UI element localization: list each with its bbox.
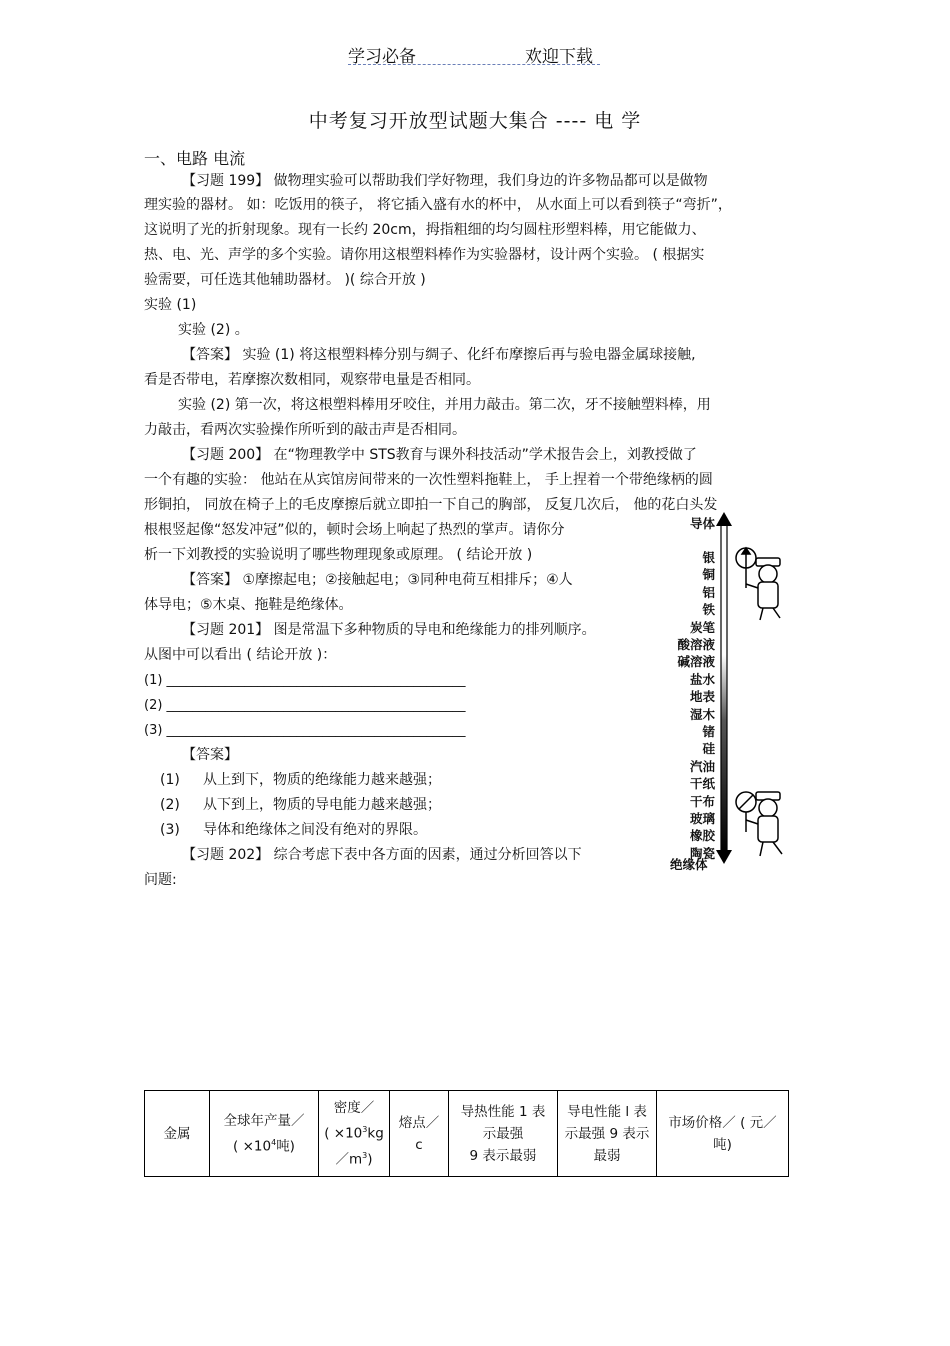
col-metal xyxy=(145,1091,210,1177)
material-label: 地表 xyxy=(689,689,715,705)
col-density-exp: 3 xyxy=(362,1125,368,1134)
scale-bar xyxy=(721,524,727,851)
col-density-unit-b: kg xyxy=(367,1125,384,1142)
col-density-unit-a: ( ×10 xyxy=(324,1125,363,1142)
p199-line-2: 理实验的器材。 如：吃饭用的筷子， 将它插入盛有水的杯中， 从水面上可以看到筷子“弯折”， xyxy=(144,197,732,213)
a199-line-3: 实验 (2) 第一次，将这根塑料棒用牙咬住，并用力敲击。第二次，牙不接触塑料棒，用 xyxy=(178,397,711,413)
a200-line-2: 体导电；⑤木桌、拖鞋是绝缘体。 xyxy=(144,597,353,613)
p200-line-4: 根根竖起像“怒发冲冠”似的，顿时会场上响起了热烈的掌声。请你分 xyxy=(144,522,565,538)
a201-text-1: 从上到下，物质的绝缘能力越来越强； xyxy=(203,772,441,788)
arrow-down-icon xyxy=(716,850,732,864)
material-label: 盐水 xyxy=(689,671,715,687)
col-output xyxy=(210,1091,319,1177)
material-label: 玻璃 xyxy=(689,811,715,826)
figure-bottom-label: 绝缘体 xyxy=(670,857,708,872)
col-thermal-label-b: 示最强 xyxy=(482,1125,524,1142)
material-label: 干纸 xyxy=(689,776,715,792)
p201-line-1: 【习题 201】 图是常温下多种物质的导电和绝缘能力的排列顺序。 xyxy=(182,622,596,638)
col-price-label-b: 吨) xyxy=(713,1136,732,1153)
col-density-unit-c: ／m xyxy=(335,1151,363,1167)
p199-line-7: 实验 (2) 。 xyxy=(178,322,249,338)
col-electrical-label-c: 最弱 xyxy=(593,1147,621,1164)
p201-line-2: 从图中可以看出 ( 结论开放 )： xyxy=(144,647,337,663)
material-label: 橡胶 xyxy=(689,828,715,844)
col-density-exp2: 3 xyxy=(362,1150,368,1160)
material-label: 湿木 xyxy=(689,706,715,722)
col-electrical-label-b: 示最强 9 表示 xyxy=(564,1125,650,1142)
a200-line-1: 【答案】 ①摩擦起电；②接触起电；③同种电荷互相排斥；④人 xyxy=(182,572,573,588)
col-electrical-label-a: 导电性能 l 表 xyxy=(567,1103,647,1120)
col-electrical xyxy=(558,1091,657,1177)
p200-line-5: 析一下刘教授的实验说明了哪些物理现象或原理。 ( 结论开放 ) xyxy=(144,547,533,563)
material-label: 炭笔 xyxy=(689,619,715,635)
p200-line-3: 形铜拍， 同放在椅子上的毛皮摩擦后就立即拍一下自己的胸部， 反复几次后， 他的花白头发 xyxy=(144,497,718,513)
metal-properties-table xyxy=(144,1090,789,1177)
material-label: 酸溶液 xyxy=(677,637,715,652)
p200-line-2: 一个有趣的实验： 他站在从宾馆房间带来的一次性塑料拖鞋上， 手上捏着一个带绝缘柄的圆 xyxy=(144,472,713,488)
col-melting xyxy=(390,1091,449,1177)
col-melting-label: 熔点／ c xyxy=(398,1114,440,1153)
col-thermal-label-c: 9 表示最弱 xyxy=(469,1147,537,1164)
figure-top-label: 导体 xyxy=(690,516,716,531)
a201-head: 【答案】 xyxy=(182,747,238,763)
material-label: 硅 xyxy=(702,741,715,757)
conductivity-figure xyxy=(668,510,798,875)
p199-line-3: 这说明了光的折射现象。现有一长约 20cm，拇指粗细的均匀圆柱形塑料棒，用它能做力、 xyxy=(144,222,706,238)
material-label: 汽油 xyxy=(689,758,715,774)
col-output-unit-b: 吨) xyxy=(276,1138,295,1155)
a199-line-2: 看是否带电，若摩擦次数相同，观察带电量是否相同。 xyxy=(144,372,480,388)
col-price xyxy=(657,1091,789,1177)
material-label: 铜 xyxy=(702,567,715,583)
p199-line-4: 热、电、光、声学的多个实验。请你用这根塑料棒作为实验器材，设计两个实验。 ( 根据实 xyxy=(144,247,705,263)
p201-blank-1: (1) ______________________________________________ xyxy=(144,673,466,688)
header-left: 学习必备 xyxy=(348,47,416,67)
p202-line-2: 问题: xyxy=(144,872,177,888)
col-density xyxy=(319,1091,390,1177)
col-density-unit-d: ) xyxy=(367,1151,373,1167)
p202-line-1: 【习题 202】 综合考虑下表中各方面的因素，通过分析回答以下 xyxy=(182,847,582,863)
insulator-man-icon xyxy=(736,792,782,856)
page-title: 中考复习开放型试题大集合 ---- 电 学 xyxy=(308,110,642,132)
p199-line-6: 实验 (1) xyxy=(144,297,197,313)
col-output-label: 全球年产量／ xyxy=(223,1112,305,1129)
material-label: 铝 xyxy=(702,584,715,600)
p199-line-1: 【习题 199】 做物理实验可以帮助我们学好物理，我们身边的许多物品都可以是做物 xyxy=(182,173,708,189)
a201-text-2: 从下到上，物质的导电能力越来越强； xyxy=(203,797,441,813)
a201-text-3: 导体和绝缘体之间没有绝对的界限。 xyxy=(203,822,427,838)
p201-blank-3: (3) ______________________________________________ xyxy=(144,723,466,738)
table-header-row xyxy=(145,1091,789,1177)
a199-line-4: 力敲击，看两次实验操作所听到的敲击声是否相同。 xyxy=(144,422,466,438)
header-right: 欢迎下载 xyxy=(525,47,593,67)
col-density-label: 密度／ xyxy=(333,1100,375,1116)
col-output-exp: 4 xyxy=(271,1137,277,1147)
a201-num-2: (2) xyxy=(160,797,180,813)
a199-line-1: 【答案】 实验 (1) 将这根塑料棒分别与绸子、化纤布摩擦后再与验电器金属球接触, xyxy=(182,347,696,363)
col-metal-label: 金属 xyxy=(163,1125,191,1142)
material-label: 铁 xyxy=(702,602,715,618)
material-label: 干布 xyxy=(689,793,715,809)
p199-line-5: 验需要，可任选其他辅助器材。 )( 综合开放 ) xyxy=(144,272,426,288)
p200-line-1: 【习题 200】 在“物理教学中 STS教育与课外科技活动”学术报告会上，刘教授做了 xyxy=(182,447,697,463)
col-output-unit-a: ( ×10 xyxy=(233,1138,272,1155)
material-label: 碱溶液 xyxy=(677,654,715,670)
conductor-man-icon xyxy=(736,548,780,620)
section-heading: 一、电路 电流 xyxy=(144,149,246,168)
col-price-label-a: 市场价格／ ( 元／ xyxy=(668,1114,777,1131)
a201-num-1: (1) xyxy=(160,772,180,788)
col-thermal xyxy=(449,1091,558,1177)
a201-num-3: (3) xyxy=(160,822,180,838)
arrow-up-icon xyxy=(716,512,732,526)
material-label: 银 xyxy=(702,550,715,565)
material-label: 锗 xyxy=(702,724,715,739)
conductivity-arrow-svg xyxy=(668,510,798,875)
material-label: 陶瓷 xyxy=(689,845,715,861)
p201-blank-2: (2) ______________________________________________ xyxy=(144,698,466,713)
col-thermal-label-a: 导热性能 1 表 xyxy=(460,1103,546,1120)
header-divider xyxy=(348,64,600,65)
